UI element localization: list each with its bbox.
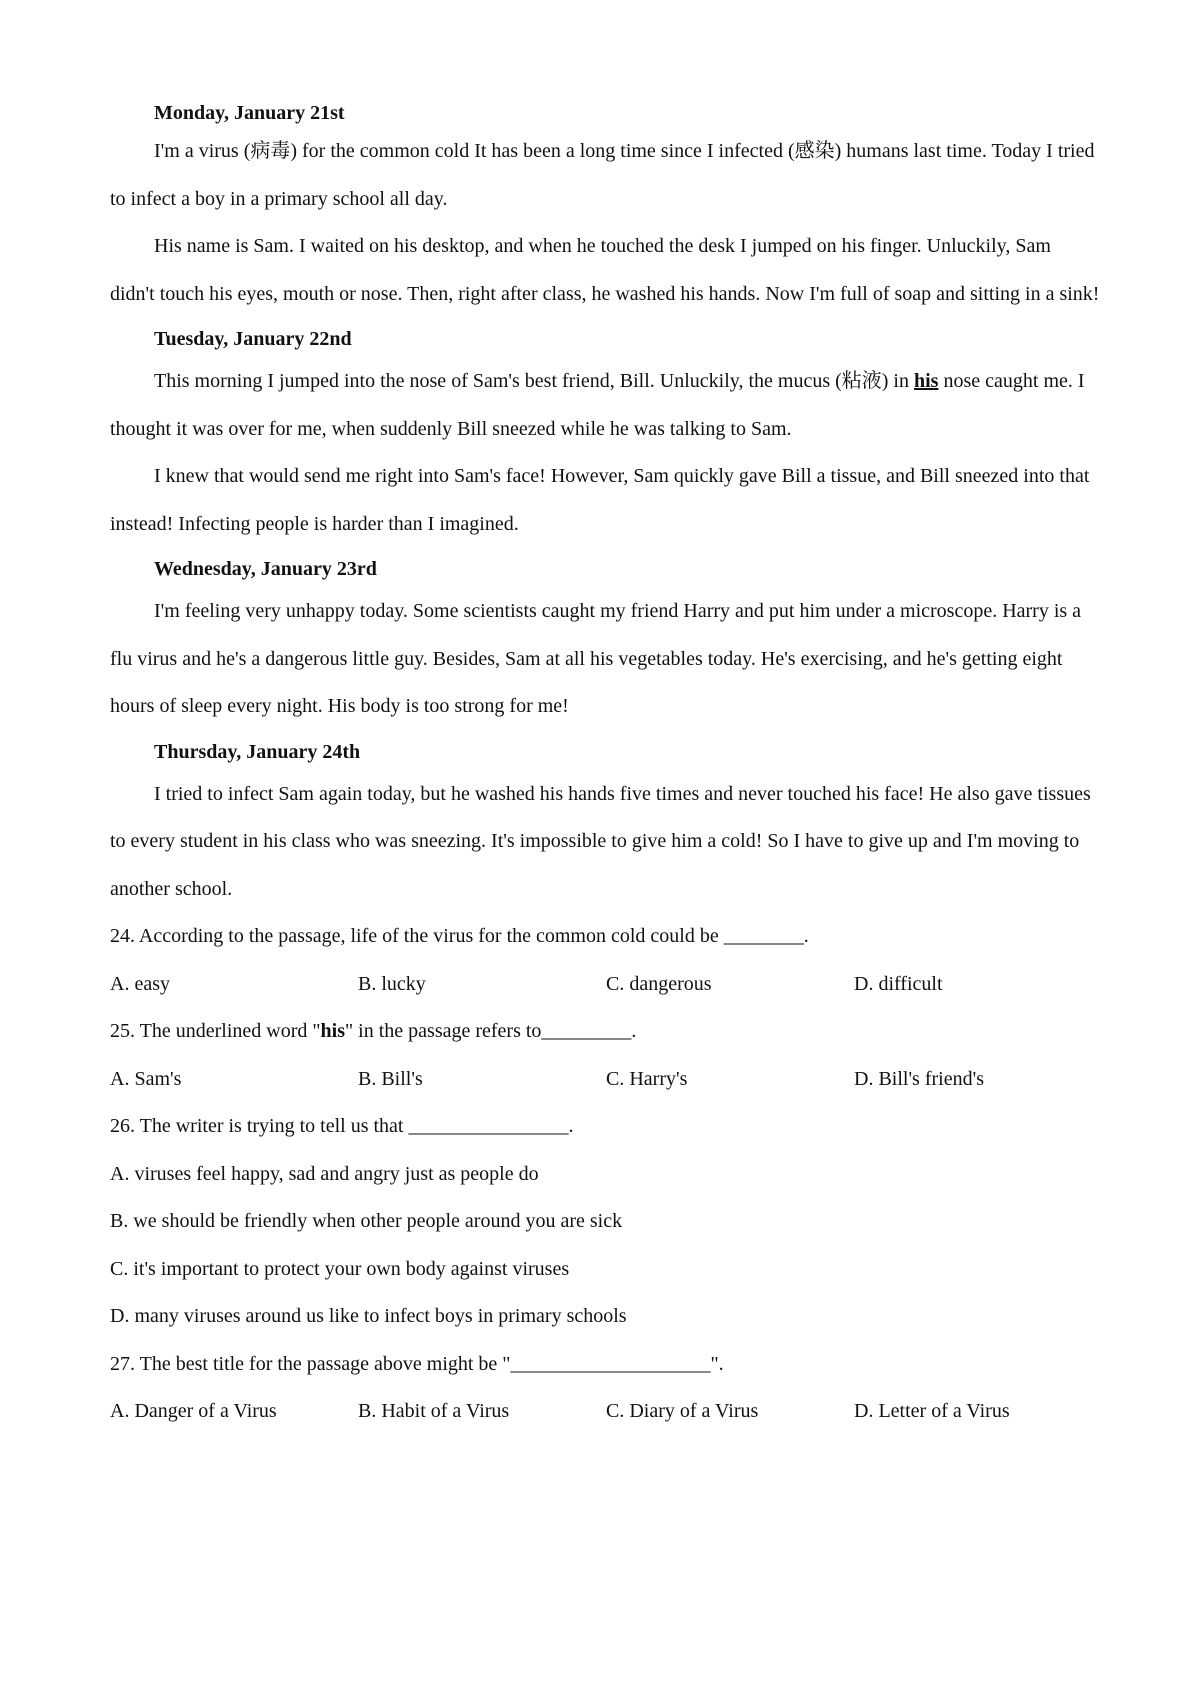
entry-date-wednesday: Wednesday, January 23rd <box>154 558 377 580</box>
answer-option[interactable]: D. many viruses around us like to infect boys in primary schools <box>110 1305 627 1327</box>
answer-options <box>110 961 1100 1009</box>
answer-option[interactable]: D. difficult <box>854 972 943 995</box>
answer-option[interactable]: D. Bill's friend's <box>854 1067 984 1090</box>
question-text: 25. The underlined word " <box>110 1020 321 1042</box>
answer-options <box>110 1388 1100 1436</box>
entry-paragraph: I'm a virus (病毒) for the common cold It has been a long time since I infected (感染) humans last time. Today I tried to infect a boy in a primary school all day. <box>110 140 1095 210</box>
answer-option[interactable]: C. dangerous <box>606 972 712 995</box>
answer-options <box>110 1056 1100 1104</box>
answer-option[interactable]: B. we should be friendly when other people around you are sick <box>110 1210 623 1232</box>
paragraph-text: nose caught me. I thought it was over for me, when suddenly Bill sneezed while he was talking to Sam. <box>110 370 1085 440</box>
answer-option[interactable]: B. lucky <box>358 972 426 995</box>
question-27 <box>110 1341 1100 1436</box>
entry-paragraph <box>110 358 1100 453</box>
answer-option[interactable]: A. easy <box>110 972 170 995</box>
question-stem: 24. According to the passage, life of the virus for the common cold could be ________. <box>110 925 809 947</box>
answer-option[interactable]: C. it's important to protect your own body against viruses <box>110 1257 570 1280</box>
answer-option[interactable]: A. Danger of a Virus <box>110 1400 277 1422</box>
question-24 <box>110 913 1100 1008</box>
answer-option[interactable]: A. viruses feel happy, sad and angry just as people do <box>110 1162 539 1185</box>
question-stem <box>110 1008 1100 1056</box>
answer-option[interactable]: B. Habit of a Virus <box>358 1400 510 1422</box>
question-text: " in the passage refers to_________. <box>345 1020 637 1042</box>
entry-paragraph: His name is Sam. I waited on his desktop, and when he touched the desk I jumped on his finger. Unluckily, Sam didn't touch his eyes, mouth or nose. Then, right after class, he washed his hands. Now I'm full of soap and sitting in a sink! <box>110 235 1100 305</box>
answer-option[interactable]: C. Harry's <box>606 1067 688 1090</box>
entry-paragraph: I tried to infect Sam again today, but he washed his hands five times and never touched his face! He also gave tissues to every student in his class who was sneezing. It's impossible to give him a cold! So I have to give up and I'm moving to another school. <box>110 782 1091 900</box>
question-26 <box>110 1103 1100 1341</box>
underlined-word: his <box>914 370 939 392</box>
entry-date-tuesday: Tuesday, January 22nd <box>154 328 352 350</box>
answer-option[interactable]: B. Bill's <box>358 1067 423 1090</box>
answer-option[interactable]: C. Diary of a Virus <box>606 1400 759 1422</box>
question-stem: 27. The best title for the passage above might be "____________________". <box>110 1352 724 1375</box>
paragraph-text: This morning I jumped into the nose of Sam's best friend, Bill. Unluckily, the mucus (粘液) in <box>154 370 914 392</box>
entry-date-monday: Monday, January 21st <box>154 102 345 124</box>
answer-option[interactable]: A. Sam's <box>110 1067 182 1090</box>
question-25 <box>110 1008 1100 1103</box>
entry-paragraph: I'm feeling very unhappy today. Some scientists caught my friend Harry and put him under a microscope. Harry is a flu virus and he's a dangerous little guy. Besides, Sam at all his vegetables today. He's exercising, and he's getting eight hours of sleep every night. His body is too strong for me! <box>110 600 1082 717</box>
entry-date-thursday: Thursday, January 24th <box>154 740 361 763</box>
entry-paragraph: I knew that would send me right into Sam's face! However, Sam quickly gave Bill a tissue, and Bill sneezed into that instead! Infecting people is harder than I imagined. <box>110 465 1090 535</box>
answer-option[interactable]: D. Letter of a Virus <box>854 1400 1010 1422</box>
question-stem: 26. The writer is trying to tell us that ________________. <box>110 1115 574 1137</box>
question-keyword: his <box>320 1020 345 1042</box>
reading-passage <box>110 98 1100 1436</box>
